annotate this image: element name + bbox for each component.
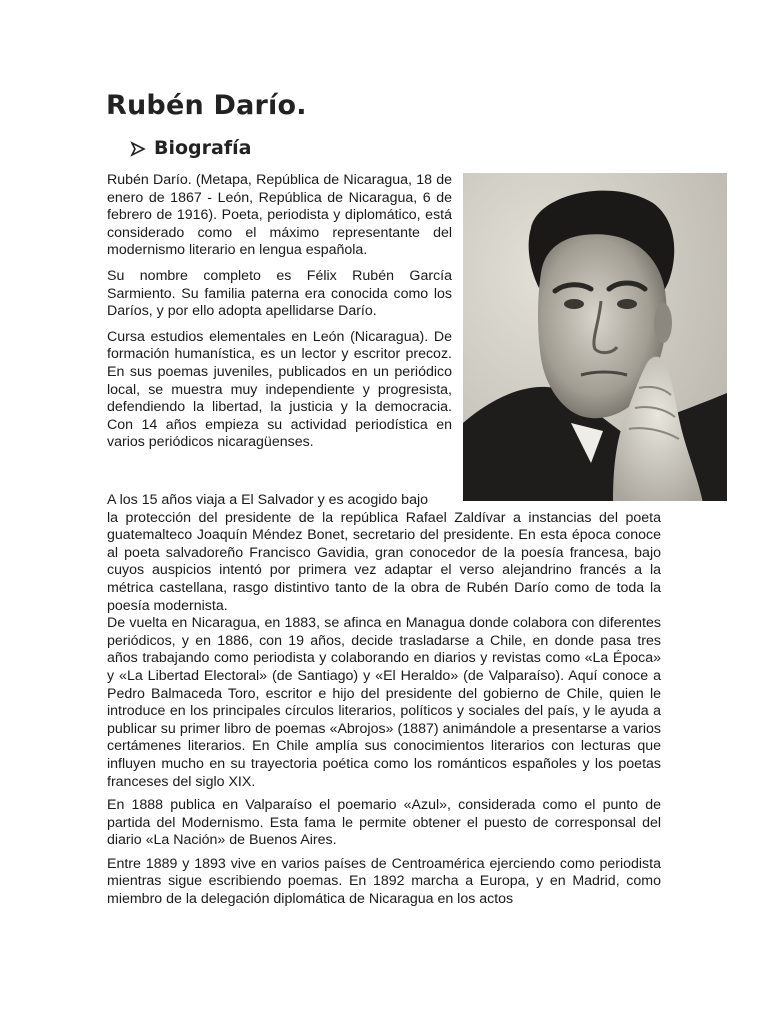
paragraph-el-salvador (107, 492, 661, 615)
paragraph-azul: En 1888 publica en Valparaíso el poemario «Azul», considerada como el punto de partida del Modernismo. Esta fama le permite obtener el puesto de corresponsal del diario «La Nación» de Buenos Aires. (107, 797, 661, 849)
paragraph-intro: Rubén Darío. (Metapa, República de Nicaragua, 18 de enero de 1867 - León, República de Nicaragua, 6 de febrero de 1916). Poeta, periodista y diplomático, está considerado como el máximo representante del modernismo literario en lengua española. (107, 172, 452, 259)
portrait-photo (463, 173, 727, 501)
paragraph-studies: Cursa estudios elementales en León (Nicaragua). De formación humanística, es un lector y escritor precoz. En sus poemas juveniles, publicados en un periódico local, se muestra muy independiente y progresista, defendiendo la libertad, la justicia y la democracia. Con 14 años empieza su actividad periodística en varios periódicos nicaragüenses. (107, 328, 452, 451)
paragraph-el-salvador-lead: A los 15 años viaja a El Salvador y es acogido bajo (107, 492, 428, 508)
intro-text-column (107, 172, 452, 460)
main-text-column (107, 492, 661, 915)
section-heading-label: Biografía (154, 137, 252, 159)
paragraph-centroamerica: Entre 1889 y 1893 vive en varios países de Centroamérica ejerciendo como periodista mientras sigue escribiendo poemas. En 1892 marcha a Europa, y en Madrid, como miembro de la delegación diplomática de Nicaragua en los actos (107, 855, 661, 908)
section-heading (130, 137, 251, 159)
paragraph-el-salvador-rest: la protección del presidente de la república Rafael Zaldívar a instancias del poeta guatemalteco Joaquín Méndez Bonet, secretario del presidente. En esta época conoce al poeta salvadoreño Francisco Gavidia, gran conocedor de la poesía francesa, bajo cuyos auspicios intentó por primera vez adaptar el verso alejandrino francés a la métrica castellana, rasgo distintivo tanto de la obra de Rubén Darío como de toda la poesía modernista. (107, 509, 661, 614)
page-title: Rubén Darío. (106, 90, 307, 121)
arrow-right-icon (130, 140, 146, 156)
paragraph-name: Su nombre completo es Félix Rubén García Sarmiento. Su familia paterna era conocida como los Daríos, y por ello adopta apellidarse Darío. (107, 267, 452, 320)
paragraph-chile: De vuelta en Nicaragua, en 1883, se afinca en Managua donde colabora con diferentes periódicos, y en 1886, con 19 años, decide trasladarse a Chile, en donde pasa tres años trabajando como periodista y colaborando en diarios y revistas como «La Época» y «La Libertad Electoral» (de Santiago) y «El Heraldo» (de Valparaíso). Aquí conoce a Pedro Balmaceda Toro, escritor e hijo del presidente del gobierno de Chile, quien le introduce en los principales círculos literarios, políticos y sociales del país, y le ayuda a publicar su primer libro de poemas «Abrojos» (1887) animándole a presentarse a varios certámenes literarios. En Chile amplía sus conocimientos literarios con lecturas que influyen mucho en su trayectoria poética como los románticos españoles y los poetas franceses del siglo XIX. (107, 615, 661, 790)
